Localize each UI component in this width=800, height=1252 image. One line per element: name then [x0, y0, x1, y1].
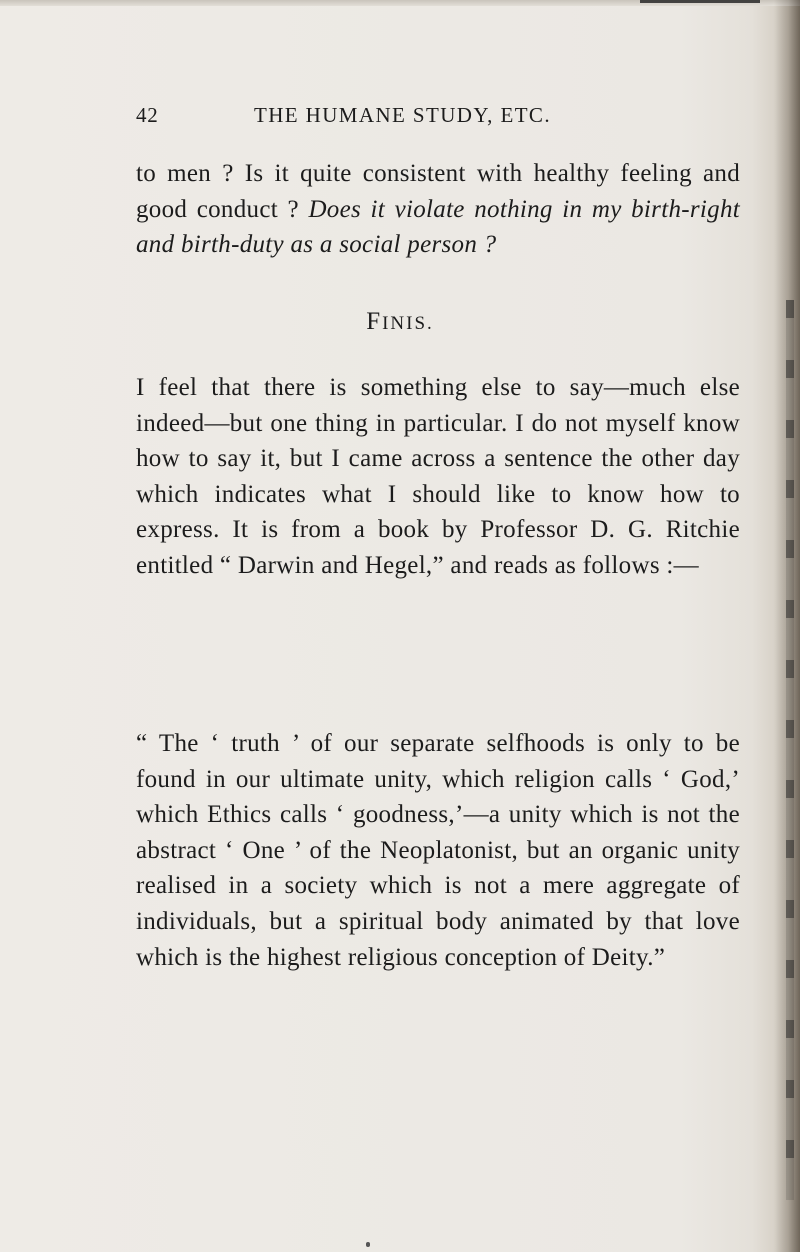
- paragraph-1-italic: Does it violate nothing in my birth-right and birth-duty as a social person ?: [136, 195, 740, 259]
- page-top-shadow: [640, 0, 760, 3]
- running-header: [136, 103, 740, 137]
- finis-heading: [0, 308, 800, 336]
- page-number: 42: [136, 103, 159, 127]
- ink-speck: [366, 1242, 370, 1247]
- running-title: THE HUMANE STUDY, ETC.: [254, 103, 551, 127]
- paragraph-1: [136, 156, 740, 263]
- finis-initial: F: [366, 308, 383, 335]
- finis-small-caps: INIS.: [382, 313, 434, 334]
- page-edge-marks: [786, 300, 794, 1200]
- paragraph-3-quotation: “ The ‘ truth ’ of our separate selfhoods is only to be found in our ultimate unity, which religion calls ‘ God,’ which Ethics calls ‘ goodness,’—a unity which is not the abstract ‘ One ’ of the Neoplatonist, but an organic unity realised in a society which is not a mere aggregate of individuals, but a spiritual body animated by that love which is the highest religious conception of Deity.”: [136, 730, 740, 971]
- paragraph-1-text: to men ? Is it quite consistent with healthy feeling and good conduct ?: [136, 160, 740, 223]
- paragraph-2: I feel that there is something else to say—much else indeed—but one thing in particular. I do not myself know how to say it, but I came across a sentence the other day which indicates what I should like to know how to express. It is from a book by Professor D. G. Ritchie entitled “ Darwin and Hegel,” and reads as follows :—: [136, 374, 740, 579]
